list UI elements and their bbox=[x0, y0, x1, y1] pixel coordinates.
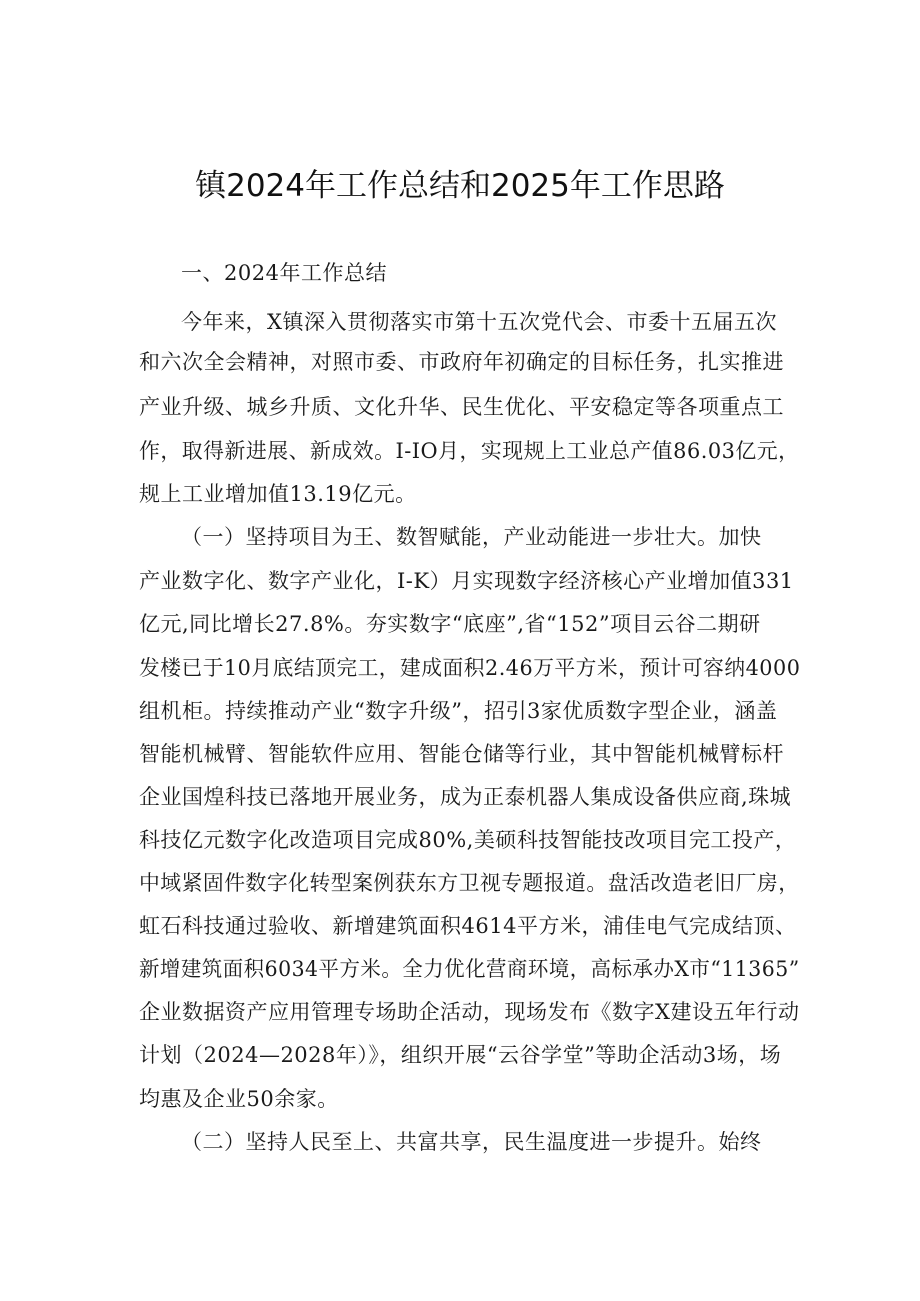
paragraph-line: 产业升级、城乡升质、文化升华、民生优化、平安稳定等各项重点工 bbox=[139, 395, 784, 419]
paragraph-line: 企业国煌科技已落地开展业务，成为正泰机器人集成设备供应商,珠城 bbox=[139, 785, 792, 809]
paragraph-line: 组机柜。持续推动产业“数字升级”，招引3家优质数字型企业，涵盖 bbox=[139, 699, 778, 723]
paragraph-line: 规上工业增加值13.19亿元。 bbox=[139, 482, 417, 506]
document-title: 镇2024年工作总结和2025年工作思路 bbox=[195, 168, 725, 204]
paragraph-line: （一）坚持项目为王、数智赋能，产业动能进一步壮大。加快 bbox=[181, 525, 762, 549]
paragraph-line: 均惠及企业50余家。 bbox=[139, 1087, 339, 1111]
paragraph-line: 企业数据资产应用管理专场助企活动，现场发布《数字X建设五年行动 bbox=[139, 1000, 800, 1024]
paragraph-line: 智能机械臂、智能软件应用、智能仓储等行业，其中智能机械臂标杆 bbox=[139, 742, 784, 766]
paragraph-line: 中域紧固件数字化转型案例获东方卫视专题报道。盘活改造老旧厂房， bbox=[139, 871, 800, 895]
paragraph-line: 和六次全会精神，对照市委、市政府年初确定的目标任务，扎实推进 bbox=[139, 350, 784, 374]
paragraph-line: 发楼已于10月底结顶完工，建成面积2.46万平方米，预计可容纳4000 bbox=[139, 656, 801, 680]
section-heading: 一、2024年工作总结 bbox=[181, 261, 387, 285]
paragraph-line: 产业数字化、数字产业化，I-K）月实现数字经济核心产业增加值331 bbox=[139, 569, 794, 593]
paragraph-line: 作，取得新进展、新成效。I-IO月，实现规上工业总产值86.03亿元， bbox=[139, 439, 800, 463]
paragraph-line: 虹石科技通过验收、新增建筑面积4614平方米，浦佳电气完成结顶、 bbox=[139, 914, 797, 938]
paragraph-line: 亿元,同比增长27.8%。夯实数字“底座”,省“152”项目云谷二期研 bbox=[139, 612, 761, 636]
paragraph-line: 新增建筑面积6034平方米。全力优化营商环境，高标承办X市“11365” bbox=[139, 957, 800, 981]
paragraph-line: 今年来，X镇深入贯彻落实市第十五次党代会、市委十五届五次 bbox=[181, 310, 777, 334]
paragraph-line: （二）坚持人民至上、共富共享，民生温度进一步提升。始终 bbox=[181, 1130, 762, 1154]
paragraph-line: 科技亿元数字化改造项目完成80%,美硕科技智能技改项目完工投产， bbox=[139, 828, 797, 852]
paragraph-line: 计划（2024—2028年）》，组织开展“云谷学堂”等助企活动3场，场 bbox=[139, 1043, 782, 1067]
